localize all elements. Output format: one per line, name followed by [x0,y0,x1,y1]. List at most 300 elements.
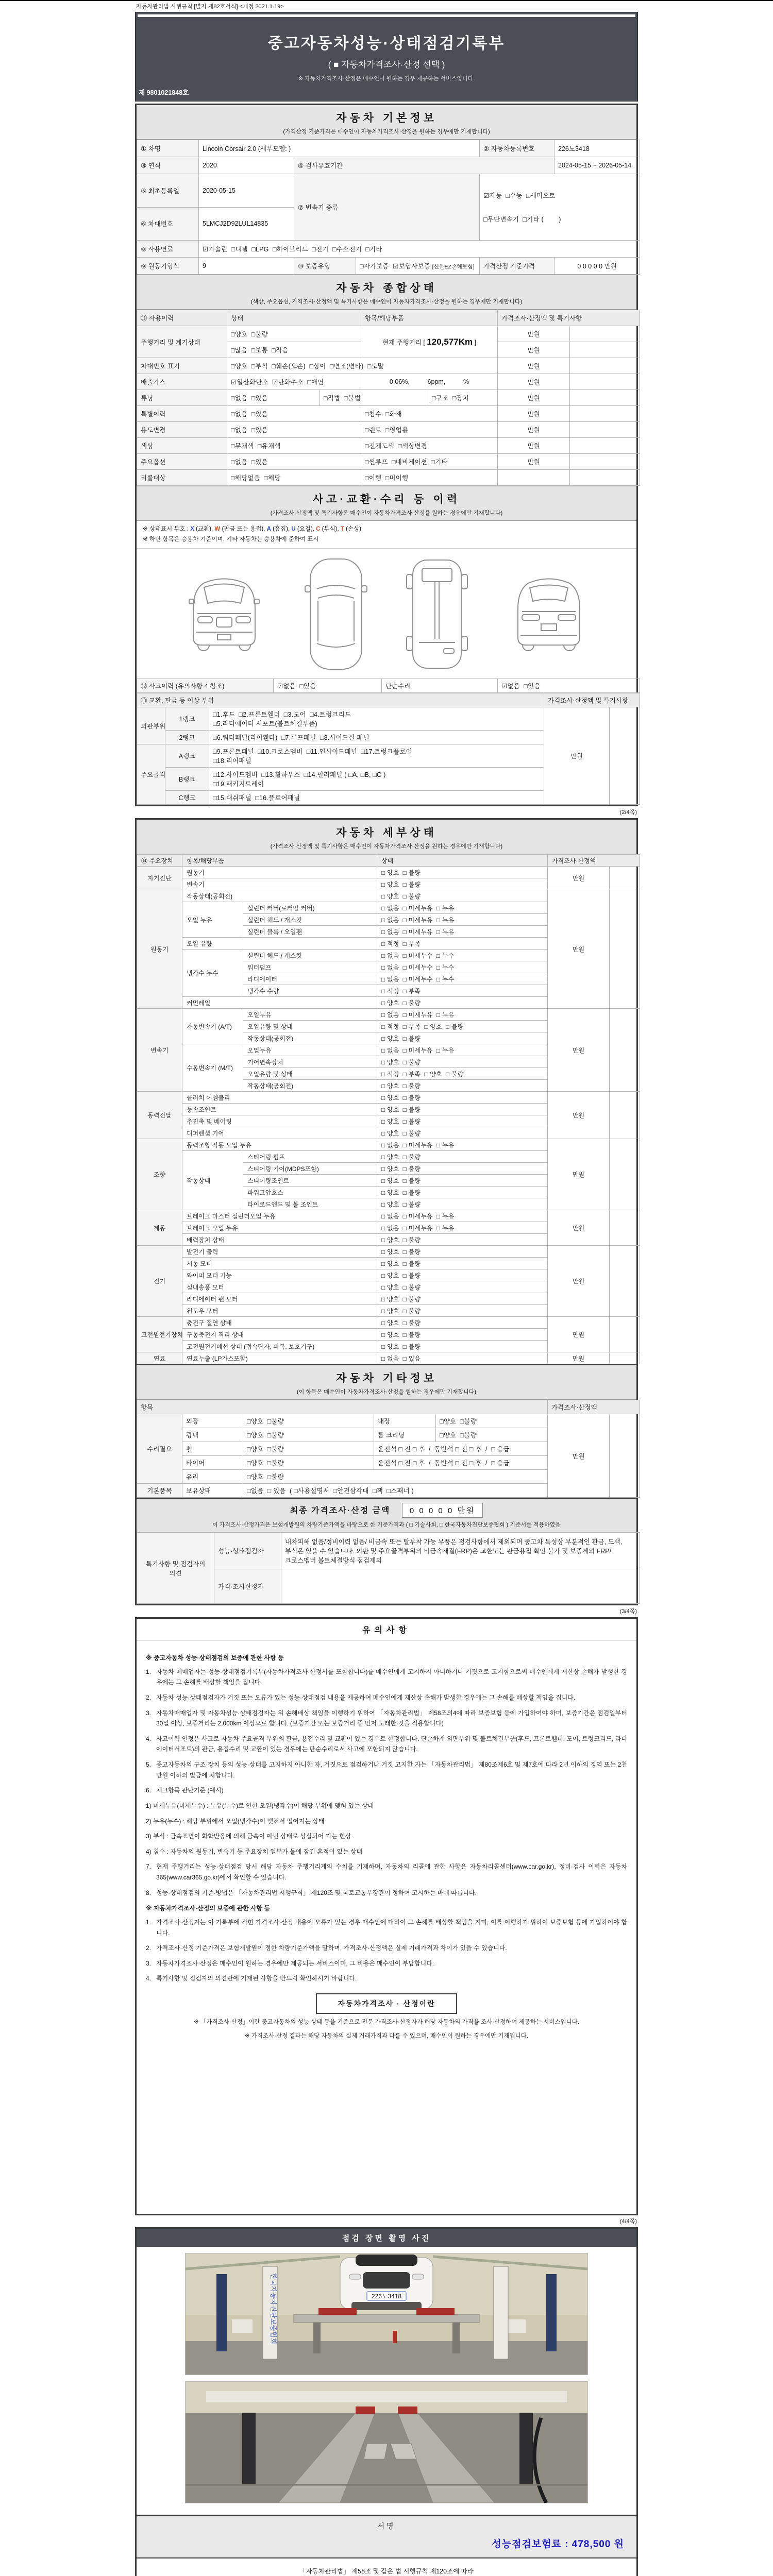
photos-area [137,2247,636,2515]
item: 작동상태(공회전) [182,890,377,902]
rankA-label: A랭크 [165,744,209,768]
caution-text: 자동차 성능·상태점검자가 거짓 또는 오류가 있는 성능·상태점검 내용을 제공하여 매수인에게 재산상 손해가 발생한 경우에는 그 손해를 배상할 책임을 집니다. [156,1693,576,1701]
rankA-line1: □9.프론트패널 □10.크로스멤버 □11.인사이드패널 □17.트렁크플로어 [213,748,412,756]
caution-text: 특기사항 및 점검자의 의견란에 기재된 사항을 반드시 확인하시기 바랍니다. [156,1975,357,1982]
fuel-label: ⑧ 사용연료 [137,241,199,258]
item: 파워고압호스 [243,1187,377,1198]
first-reg-value: 2020-05-15 [199,174,294,208]
basic-info-table [137,140,640,275]
rankC-label: C랭크 [165,791,209,805]
other-info-table [137,1400,640,1498]
price-note-cell [570,390,640,406]
table-row [137,422,640,438]
col-status: 상태 [227,310,361,326]
inspection-photo-front [185,2253,588,2375]
status-checkbox-group: □ 없음 □ 미세누수 □ 누수 [377,973,548,985]
price-unit: 만원 [498,438,570,454]
item: 브레이크 오일 누유 [182,1222,377,1234]
status-checkbox-group: □ 양호 □ 불량 [377,1151,548,1163]
price-unit: 만원 [548,1317,610,1352]
price-unit: 만원 [498,422,570,438]
status-checkbox-group: □ 적정 □ 부족 [377,938,548,950]
group-fuel: 연료 [137,1352,182,1364]
item-number: 4. [146,1975,152,1982]
appraiser-opinion [281,1569,640,1604]
special-history-label: 특별이력 [137,406,227,422]
mileage-item [361,326,498,358]
overall-note: (색상, 주요옵션, 가격조사·산정액 및 특기사항은 매수인이 자동차가격조사·산정을 원하는 경우에만 기재합니다) [250,299,523,305]
model-year-label: ③ 연식 [137,157,199,174]
table-header-row [137,693,640,707]
status-checkbox-group: □ 양호 □ 불량 [377,1032,548,1044]
exterior-status: □양호 □불량 [243,1414,374,1428]
document-header-note: ※ 자동차가격조사·산정은 매수인이 원하는 경우 제공하는 서비스입니다. [298,76,475,82]
status-checkbox-group: □ 없음 □ 미세누유 □ 누유 [377,914,548,926]
simple-repair-value: ☑없음 □있음 [498,679,640,693]
table-row [137,867,640,878]
item: 배력장치 상태 [182,1234,377,1246]
tuning-status-group3: □구조 □장치 [428,390,498,406]
wheel-label: 휠 [182,1442,243,1456]
price-unit: 만원 [498,374,570,390]
code-x: X [190,526,194,532]
accident-title: 사고·교환·수리 등 이력 [312,494,461,505]
other-col-price: 가격조사·산정액 [548,1400,640,1414]
inspection-period-label: ④ 검사유효기간 [294,157,554,174]
rankB-label: B랭크 [165,768,209,791]
wheel-positions: 운전석 □ 전 □ 후 / 동반석 □ 전 □ 후 / □ 응급 [374,1442,548,1456]
caution-text: 자동차가격조사·산정은 매수인이 원하는 경우에만 제공되는 서비스이며, 그 비용은 매수인이 부담합니다. [156,1959,434,1967]
exterior-label: 외장 [182,1414,243,1428]
table-row [137,438,640,454]
caution-item [146,1708,627,1729]
price-unit: 만원 [498,390,570,406]
status-checkbox-group: □ 양호 □ 불량 [377,1329,548,1341]
final-price-value: 0 0 0 0 0 만원 [402,1503,483,1518]
item: 추진축 및 베어링 [182,1115,377,1127]
accident-history-label: ⑫ 사고이력 (유의사항 4.참조) [137,679,274,693]
item: 워터펌프 [243,961,377,973]
section-box-1 [135,104,638,806]
tuning-status-group2: □적법 □불법 [320,390,428,406]
glass-label: 유리 [182,1470,243,1484]
status-checkbox-group: □ 적정 □ 부족 □ 양호 □ 불량 [377,1068,548,1080]
price-note-cell [570,454,640,470]
subgroup-oil-leak: 오일 누유 [182,902,243,938]
caution-item [146,1861,627,1883]
caution-subitem [146,1831,627,1842]
item: 오일누유 [243,1009,377,1021]
price-unit: 만원 [548,1210,610,1246]
special-history-group2: □침수 □화재 [361,406,498,422]
caution-text: 자동차매매업자 및 자동차성능·상태점검자는 위 손해배상 책임을 이행하기 위하여 「자동차관리법」 제58조의4에 따라 보증보험 등에 가입하여야 하며, 보증기간은 점검일부터 30일 이상, 보증거리는 2,000km 이상으로 합니다. (보증기간 또는 보증거리 중 먼저 도래한 것을 적용합니다) [156,1709,627,1727]
other-info-title: 자동차 기타정보 [336,1372,437,1385]
inspection-photo-underbody [185,2381,588,2503]
price-survey-info-box [146,1993,627,2042]
item: 등속조인트 [182,1104,377,1115]
status-checkbox-group: □ 적정 □ 부족 [377,985,548,997]
col-item: 항목/해당부품 [361,310,498,326]
code-u: U [291,526,296,532]
recall-label: 리콜대상 [137,470,227,486]
item: 오일누유 [243,1044,377,1056]
options-group2: □썬루프 □네비게이션 □기타 [361,454,498,470]
base-price-label: 가격산정 기준가격 [480,258,554,275]
group-engine: 원동기 [137,890,182,1009]
item: 실린더 헤드 / 개스킷 [243,914,377,926]
item: 작동상태(공회전) [243,1080,377,1092]
status-checkbox-group: □ 양호 □ 불량 [377,878,548,890]
tire-positions: 운전석 □ 전 □ 후 / 동반석 □ 전 □ 후 / □ 응급 [374,1456,548,1470]
table-row [137,1009,640,1021]
table-row [137,358,640,374]
final-price-note: 이 가격조사·산정가격은 보험개발원의 차량기준가액을 바탕으로 한 기준가격과 ( □ 기술사회, □ 한국자동차진단보증협회 ) 기준서를 적용하였음 [212,1522,561,1529]
caution-subtext: 3) 부식 : 금속표면이 화학반응에 의해 금속이 아닌 상태로 상실되어 가는 현상 [146,1833,351,1840]
caution-item [146,1917,627,1938]
rank1-line2: □5.라디에이터 서포트(볼트체결부품) [213,720,317,728]
col-price: 가격조사·산정액 [548,855,640,867]
item-number: 2. [146,1944,152,1952]
price-unit: 만원 [548,1009,610,1092]
usage-change-group1: □없음 □있음 [227,422,361,438]
wheel-status: □양호 □불량 [243,1442,374,1456]
item: 구동축전지 격리 상태 [182,1329,377,1341]
table-row [137,140,640,157]
table-header-row [137,855,640,867]
accident-note: (가격조사·산정액 및 특기사항은 매수인이 자동차가격조사·산정을 원하는 경우에만 기재합니다) [270,510,503,516]
item-number: 6. [146,1787,152,1794]
caution-subitem [146,1801,627,1811]
status-checkbox-group: □ 양호 □ 불량 [377,1305,548,1317]
table-row [137,470,640,486]
item: 오일 유량 [182,938,377,950]
item-number: 3. [146,1709,152,1717]
possession-label: 보유상태 [182,1484,243,1498]
status-checkbox-group: □ 없음 □ 미세누유 □ 누유 [377,1044,548,1056]
code-u-desc: (요철), [295,526,316,532]
transmission-line2: □무단변속기 □기타 ( ) [483,216,561,223]
price-note-cell [610,1009,640,1092]
options-label: 주요옵션 [137,454,227,470]
glass-status: □양호 □불량 [243,1470,548,1484]
status-checkbox-group: □ 양호 □ 불량 [377,1175,548,1187]
overall-status-table [137,310,640,486]
item: 변속기 [182,878,377,890]
transmission-label: ⑦ 변속기 종류 [294,174,480,241]
item: 오일유량 및 상태 [243,1068,377,1080]
item: 라디에이터 팬 모터 [182,1293,377,1305]
special-notes-table [137,1532,640,1604]
status-checkbox-group: □ 양호 □ 불량 [377,1187,548,1198]
warranty-type-label: ⑩ 보증유형 [294,258,356,275]
caution-item [146,1667,627,1688]
status-checkbox-group: □ 양호 □ 불량 [377,1198,548,1210]
item-number: 4. [146,1735,152,1742]
status-checkbox-group: □ 양호 □ 불량 [377,1281,548,1293]
caution-text: 가격조사·산정 기준가격은 보험개발원이 정한 차량기준가액을 말하며, 가격조사·산정액은 실제 거래가격과 차이가 있을 수 있습니다. [156,1944,507,1952]
polish-label: 광택 [182,1428,243,1442]
item: 와이퍼 모터 기능 [182,1269,377,1281]
status-checkbox-group: □ 없음 □ 미세누유 □ 누유 [377,1210,548,1222]
price-unit: 만원 [548,1246,610,1317]
cautions-box [135,1617,638,2215]
item: 기어변속장치 [243,1056,377,1068]
options-group1: □없음 □있음 [227,454,361,470]
vin-label: ⑥ 차대번호 [137,207,199,241]
price-note-cell [570,342,640,358]
price-note-cell [610,707,640,805]
cautions-title: 유의사항 [137,1619,636,1640]
detail-title: 자동차 세부상태 [336,827,437,839]
item: 스티어링 기어(MDPS포함) [243,1163,377,1175]
caution-subitem [146,1846,627,1857]
price-unit: 만원 [498,342,570,358]
accident-band [137,486,636,521]
caution-text: 현재 주행거리는 성능·상태점검 당시 해당 자동차 주행거리계의 수치를 기재하며, 자동차의 리콜에 관한 사항은 자동차리콜센터(www.car.go.kr), 정비·검사 이력은 자동차365(www.car365.go.kr)에서 확인할 수 있습니다. [156,1863,627,1882]
code-t-desc: (손상) [344,526,362,532]
table-row [137,406,640,422]
main-frame-label: 주요골격 [137,744,165,805]
final-price-band [137,1498,636,1532]
status-checkbox-group: □ 양호 □ 불량 [377,1246,548,1258]
item: 윈도우 모터 [182,1305,377,1317]
caution-item [146,1973,627,1984]
special-notes-label: 특기사항 및 점검자의 의견 [137,1533,214,1604]
price-note-cell [610,890,640,1009]
tire-status: □양호 □불량 [243,1456,374,1470]
col-device: ⑭ 주요장치 [137,855,182,867]
recall-group1: □해당없음 □해당 [227,470,361,486]
item: 라디에이터 [243,973,377,985]
group-self-diagnosis: 자기진단 [137,867,182,890]
warranty-insurer: [신한EZ손해보험] [432,264,475,270]
caution-subtext: 2) 누유(누수) : 해당 부위에서 오일(냉각수)이 맺혀서 떨어지는 상태 [146,1817,325,1825]
other-info-note: (이 항목은 매수인이 자동차가격조사·산정을 원하는 경우에만 기재합니다) [296,1389,477,1396]
item: 클러치 어셈블리 [182,1092,377,1104]
code-a: A [266,526,271,532]
subgroup-coolant-leak: 냉각수 누수 [182,950,243,997]
price-unit: 만원 [498,454,570,470]
item: 디퍼렌셜 기어 [182,1127,377,1139]
warranty-value: □자가보증 ☑보험사보증 [360,263,430,270]
room-cleaning-status: □양호 □불량 [436,1428,548,1442]
reg-no-label: ② 자동차등록번호 [480,140,554,157]
price-note-cell [570,326,640,342]
exchange-price-unit: 만원 [544,707,610,805]
reg-no-value: 226노3418 [554,140,640,157]
confirmation-footer [137,2558,636,2576]
detail-band [137,820,636,854]
item: 실린더 헤드 / 개스킷 [243,950,377,961]
table-row [137,390,640,406]
table-row [137,1092,640,1104]
rankA-line2: □18.리어패널 [213,757,251,765]
odometer-prefix: 현재 주행거리 [ [382,338,427,346]
status-checkbox-group: □ 양호 □ 불량 [377,997,548,1009]
code-w-desc: (판금 또는 용접), [220,526,267,532]
caution-item [146,1692,627,1703]
car-diagram-front-view [180,560,268,668]
status-checkbox-group: □ 없음 □ 미세누유 □ 누유 [377,926,548,938]
price-note-cell [610,1210,640,1246]
price-note-cell [610,1414,640,1498]
document-number: 제 9801021848호 [139,89,189,96]
price-note-cell [610,1092,640,1139]
code-c: C [316,526,321,532]
basic-items-label: 기본품목 [137,1484,182,1498]
header-strip [138,14,635,17]
page-marker-3: (3/4쪽) [619,1608,637,1615]
car-name-value: Lincoln Corsair 2.0 (세부모델: ) [199,140,480,157]
status-checkbox-group: □ 양호 □ 불량 [377,890,548,902]
car-diagram-top-view [303,555,369,673]
status-checkbox-group: □ 양호 □ 불량 [377,1127,548,1139]
possession-status: □없음 □ 있음 ( □사용설명서 □안전삼각대 □잭 □스패너 ) [243,1484,548,1498]
recall-group2: □이행 □미이행 [361,470,498,486]
transmission-checkbox-group [480,174,640,241]
emission-values: 0.06%, 6ppm, % [361,374,498,390]
cautions-section1-title: ※ 중고자동차 성능·상태점검의 보증에 관한 사항 등 [146,1654,284,1662]
status-checkbox-group: □ 양호 □ 불량 [377,1234,548,1246]
status-checkbox-group: □ 없음 □ 미세누수 □ 누수 [377,961,548,973]
interior-status: □양호 □불량 [436,1414,548,1428]
caution-subitem [146,1816,627,1827]
usage-change-label: 용도변경 [137,422,227,438]
special-history-group1: □없음 □있음 [227,406,361,422]
caution-subtext: 4) 침수 : 자동차의 원동기, 변속기 등 주요장치 일부가 물에 잠긴 흔적이 있는 상태 [146,1848,363,1855]
item-number: 1. [146,1918,152,1926]
item: 커먼레일 [182,997,377,1009]
status-checkbox-group: □ 양호 □ 불량 [377,1269,548,1281]
item: 실내송풍 모터 [182,1281,377,1293]
color-group1: □무채색 □유채색 [227,438,361,454]
legend-note2: ※ 하단 항목은 승용차 기준이며, 기타 자동차는 승용차에 준하여 표시 [143,536,319,543]
price-note-cell [570,470,640,486]
table-row [137,679,640,693]
status-checkbox-group: □ 없음 □ 미세누유 □ 누유 [377,1009,548,1021]
item-number: 2. [146,1693,152,1701]
price-unit: 만원 [548,867,610,890]
item-number: 3. [146,1959,152,1967]
pillar-banner-text: 한국자동차진단보증협회 [270,2273,277,2345]
item: 원동기 [182,867,377,878]
cautions-section2-title: ※ 자동차가격조사·산정의 보증에 관한 사항 등 [146,1905,270,1912]
code-x-desc: (교환), [194,526,215,532]
code-c-desc: (부식), [320,526,341,532]
car-diagram-rear-view [505,560,593,668]
rank2-label: 2랭크 [165,731,209,744]
item: 스티어링조인트 [243,1175,377,1187]
status-checkbox-group: □ 양호 □ 불량 [377,1317,548,1329]
mileage-status-group2: □많음 □보통 □적음 [227,342,361,358]
price-note-cell [610,867,640,890]
price-unit: 만원 [548,890,610,1009]
cautions-body [137,1640,636,2214]
form-ruling-text: 자동차관리법 시행규칙 [별지 제82호서식] <개정 2021.1.19> [136,4,284,10]
car-diagram-underbody-view [404,555,470,673]
item-number: 5. [146,1761,152,1769]
status-checkbox-group: □ 양호 □ 불량 [377,1056,548,1068]
document [135,1,638,2576]
table-row [137,374,640,390]
table-row [137,258,640,275]
group-powertrain: 동력전달 [137,1092,182,1139]
item: 오일유량 및 상태 [243,1021,377,1032]
transmission-line1: ☑자동 □수동 □세미오토 [483,192,556,199]
page-marker-4: (4/4쪽) [619,2218,637,2225]
caution-text: 가격조사·산정자는 이 기록부에 적힌 가격조사·산정 내용에 오류가 있는 경우 매수인에 대하여 그 손해를 배상할 책임을 지며, 이를 이행하기 위하여 보증보험 등에 가입하여야 합니다. [156,1918,627,1937]
table-row [137,174,640,208]
price-survey-box-title: 자동차가격조사 · 산정이란 [316,1993,457,2014]
model-year-value: 2020 [199,157,294,174]
price-note-cell [570,406,640,422]
document-title: 중고자동차성능·상태점검기록부 [267,35,506,52]
price-note-cell [570,438,640,454]
base-price-value: 0 0 0 0 0 만원 [554,258,640,275]
price-unit: 만원 [498,406,570,422]
table-row [137,1352,640,1364]
caution-text: 체크항목 판단기준 (예시) [156,1787,224,1794]
color-group2: □전체도색 □색상변경 [361,438,498,454]
odometer-suffix: ] [473,338,477,346]
other-info-band [137,1364,636,1400]
tire-label: 타이어 [182,1456,243,1470]
exchange-parts-label: ⑬ 교환, 판금 등 이상 부위 [137,693,544,707]
page-marker-2: (2/4쪽) [619,809,637,816]
table-row [137,707,640,731]
engine-type-label: ⑨ 원동기형식 [137,258,199,275]
item: 실린더 커버(로커암 커버) [243,902,377,914]
item: 실린더 블록 / 오일팬 [243,926,377,938]
repair-needed-label: 수리필요 [137,1414,182,1484]
other-col-item: 항목 [137,1400,548,1414]
appraiser-label: 가격·조사산정자 [214,1569,281,1604]
price-survey-box-line1: ※ 「가격조사·산정」이란 중고자동차의 성능·상태 등을 기준으로 전문 가격조사·산정자가 해당 자동차의 가격을 조사·산정하여 제공하는 서비스입니다. [193,2019,580,2026]
code-w: W [214,526,221,532]
price-unit: 만원 [548,1414,610,1498]
caution-text: 사고이력 인정은 사고로 자동차 주요골격 부위의 판금, 용접수리 및 교환이 있는 경우로 한정합니다. 단순하게 외판부위 및 볼트체결부품(후드, 프론트휀더, 도어, 트렁크리드, 라디에이터서포트)의 판금, 용접수리 및 교환이 있는 경우에는 단순수리로서 사고에 포함되지 않습니다. [156,1735,627,1753]
status-checkbox-group: □ 양호 □ 불량 [377,1163,548,1175]
status-checkbox-group: □ 양호 □ 불량 [377,867,548,878]
signature-label: 서명 [377,2522,396,2531]
price-note-cell [570,374,640,390]
status-checkbox-group: □ 양호 □ 불량 [377,1092,548,1104]
license-plate-text: 226노3418 [371,2293,402,2300]
rankA-items [209,744,544,768]
price-unit: 만원 [498,326,570,342]
car-name-label: ① 차명 [137,140,199,157]
item: 동력조향 작동 오일 누유 [182,1139,377,1151]
item: 발전기 출력 [182,1246,377,1258]
exchange-price-header: 가격조사·산정액 및 특기사항 [544,693,640,707]
table-row [137,1210,640,1222]
item: 연료누출 (LP가스포함) [182,1352,377,1364]
rank1-line1: □1.후드 □2.프론트휀더 □3.도어 □4.트렁크리드 [213,711,351,719]
inspector-label: 성능·상태점검자 [214,1533,281,1569]
subgroup-mt: 수동변속기 (M/T) [182,1044,243,1092]
first-reg-label: ⑤ 최초등록일 [137,174,199,208]
rankC-items: □15.대쉬패널 □16.플로어패널 [209,791,544,805]
interior-label: 내장 [374,1414,436,1428]
status-code-legend [143,524,630,535]
rank1-items [209,707,544,731]
inspector-opinion: 내차피해 없음/정비이력 없음/ 비금속 또는 탈부착 가능 부품은 점검사항에서 제외되며 중고차 특성상 부분적인 판금, 도색, 부식은 있을 수 있습니다. 외판 및 주요골격부위의 비금속재질(FRP)은 교환또는 판금용접 확인 불가 및 보증제외 FRP/크로스멤버 볼트체결방식 점검제외 [281,1533,640,1569]
caution-text: 성능·상태점검의 기준·방법은 「자동차관리법 시행규칙」 제120조 및 국토교통부장관이 정하여 고시하는 바에 따릅니다. [156,1889,477,1896]
status-checkbox-group: □ 양호 □ 불량 [377,1104,548,1115]
table-row [137,1533,640,1569]
item-number: 8. [146,1889,152,1896]
subgroup-at: 자동변속기 (A/T) [182,1009,243,1044]
